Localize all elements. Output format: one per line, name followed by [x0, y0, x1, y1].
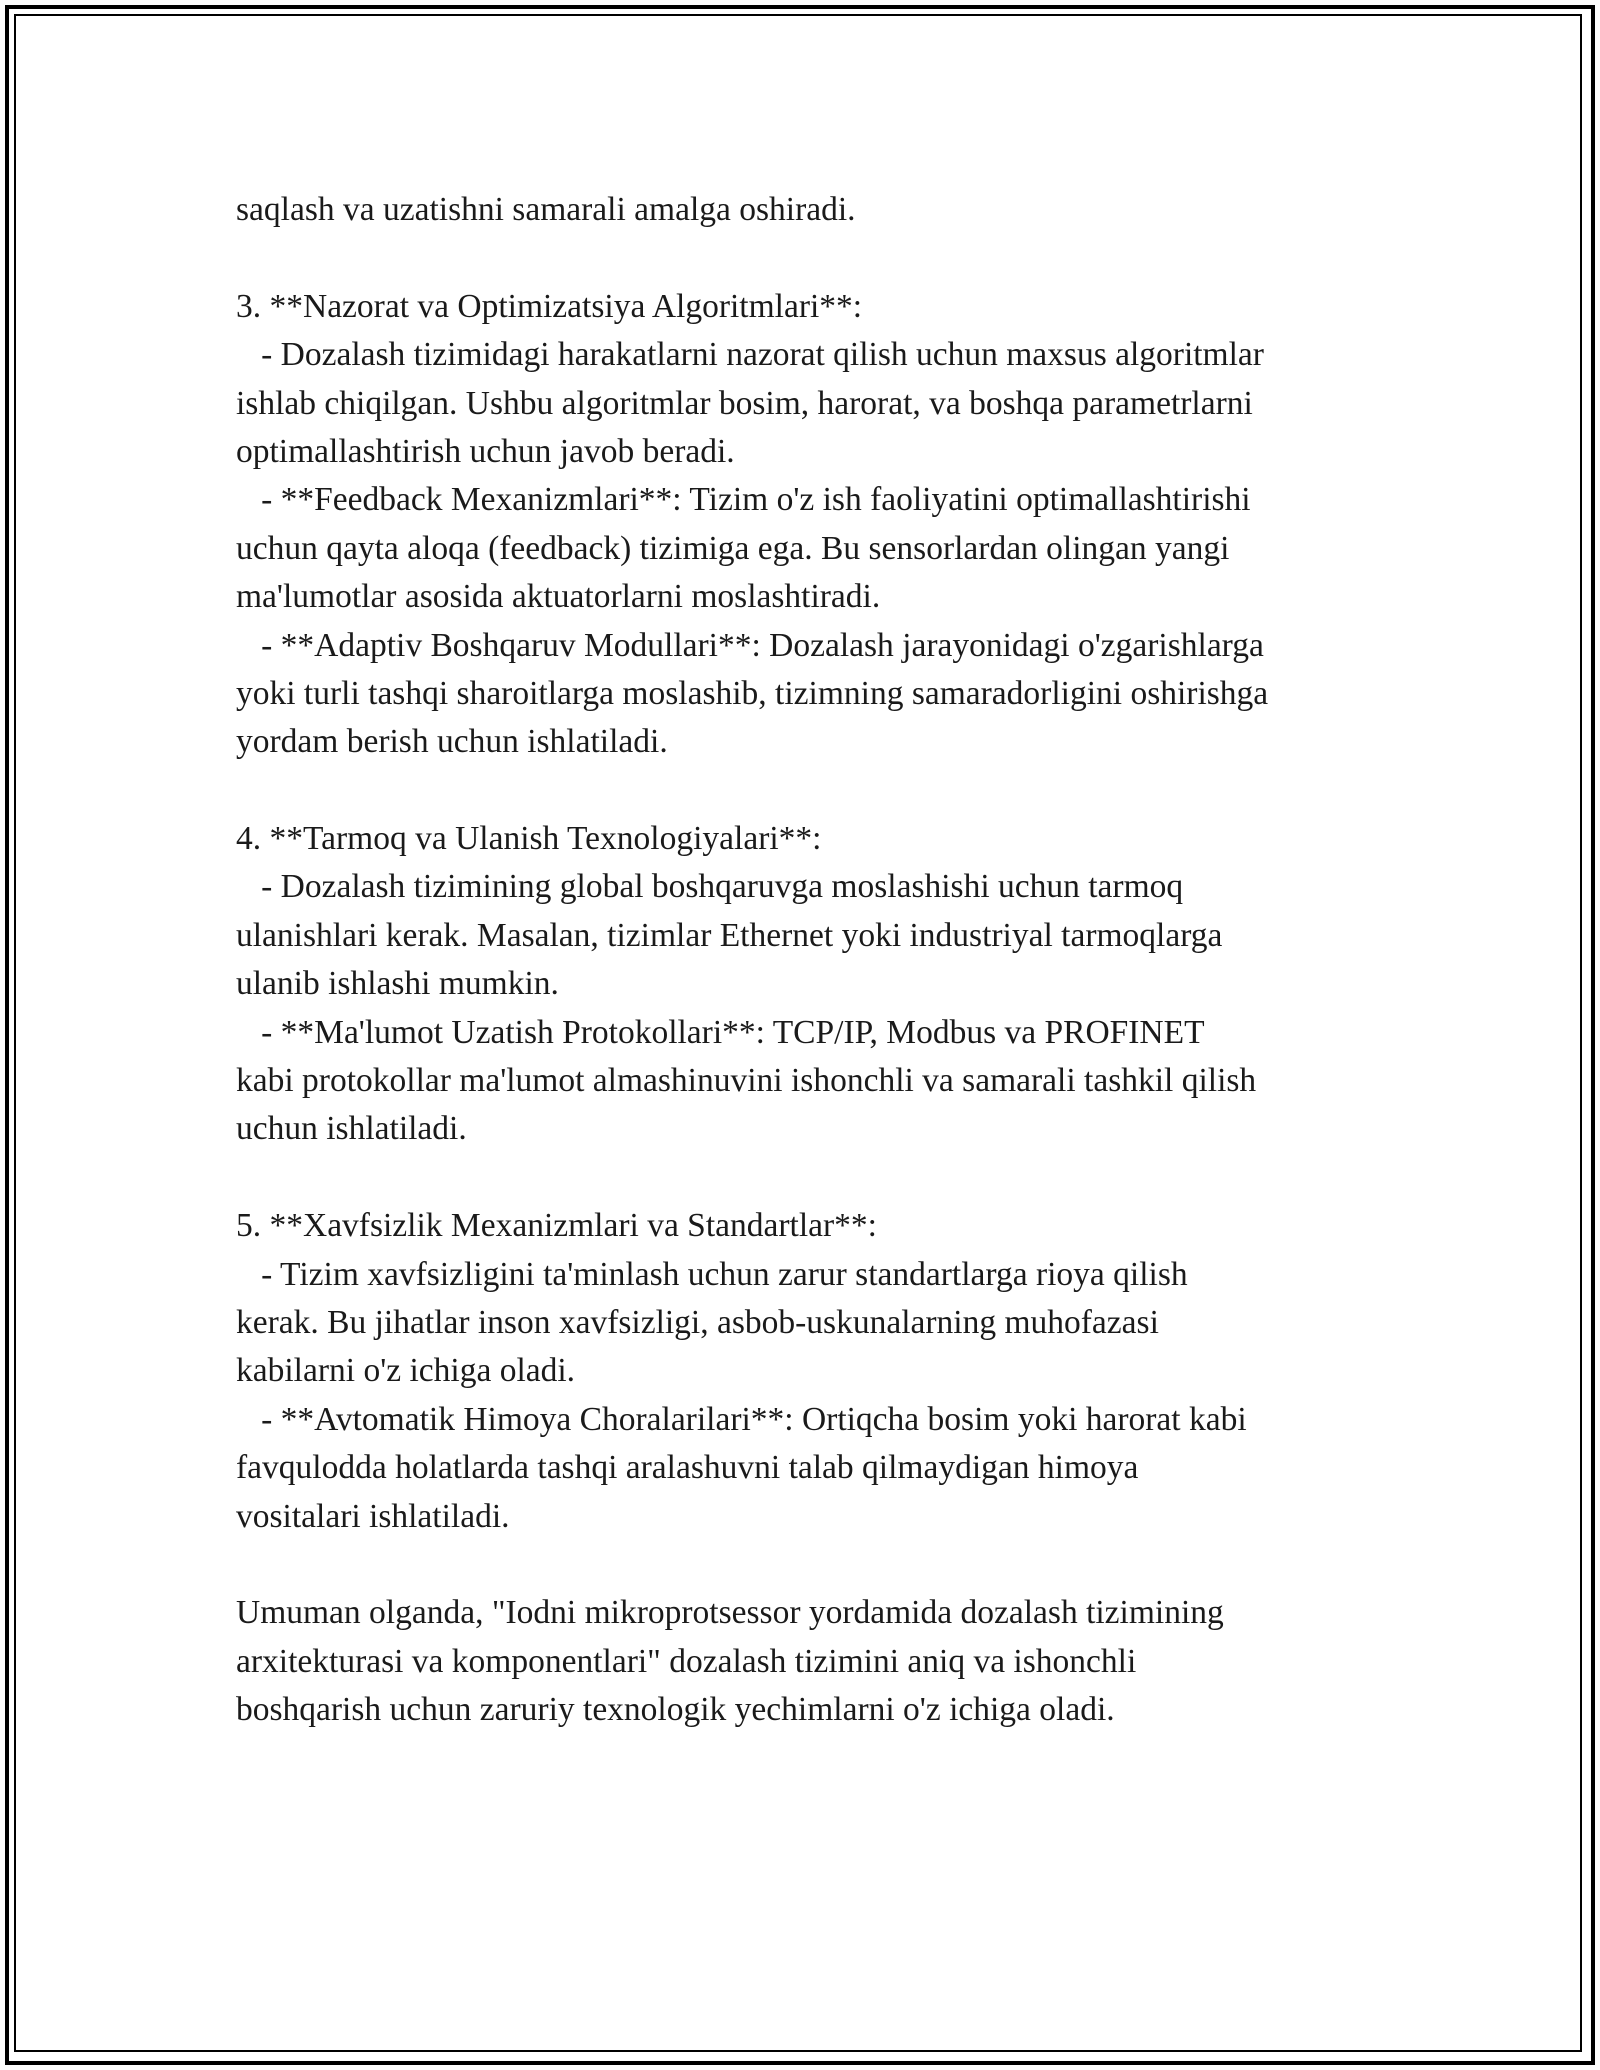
paragraph-spacer: [236, 234, 1396, 282]
section-3-line: optimallashtirish uchun javob beradi.: [236, 432, 735, 470]
document-body: [236, 186, 1396, 1735]
section-3-line: ishlab chiqilgan. Ushbu algoritmlar bosim, harorat, va boshqa parametrlarni: [236, 384, 1253, 422]
section-3-line: - Dozalash tizimidagi harakatlarni nazorat qilish uchun maxsus algoritmlar: [236, 336, 1264, 374]
paragraph-spacer: [236, 1541, 1396, 1589]
section-5-heading: 5. **Xavfsizlik Mexanizmlari va Standartlar**:: [236, 1207, 877, 1245]
section-3-line: - **Feedback Mexanizmlari**: Tizim o'z ish faoliyatini optimallashtirishi: [236, 481, 1251, 519]
section-4-line: kabi protokollar ma'lumot almashinuvini ishonchli va samarali tashkil qilish: [236, 1062, 1257, 1100]
section-4-line: ulanib ishlashi mumkin.: [236, 965, 559, 1003]
section-3-line: - **Adaptiv Boshqaruv Modullari**: Dozalash jarayonidagi o'zgarishlarga: [236, 626, 1264, 664]
section-3-line: ma'lumotlar asosida aktuatorlarni moslashtiradi.: [236, 578, 881, 616]
section-5-line: vositalari ishlatiladi.: [236, 1497, 510, 1535]
section-3-heading: 3. **Nazorat va Optimizatsiya Algoritmlari**:: [236, 287, 863, 325]
paragraph-spacer: [236, 767, 1396, 815]
paragraph-spacer: [236, 1154, 1396, 1202]
section-5-line: kerak. Bu jihatlar inson xavfsizligi, asbob-uskunalarning muhofazasi: [236, 1303, 1159, 1341]
section-5-line: kabilarni o'z ichiga oladi.: [236, 1352, 576, 1390]
conclusion-line: arxitekturasi va komponentlari" dozalash tizimini aniq va ishonchli: [236, 1642, 1137, 1680]
section-3-line: yoki turli tashqi sharoitlarga moslashib, tizimning samaradorligini oshirishga: [236, 674, 1269, 712]
section-4-line: ulanishlari kerak. Masalan, tizimlar Ethernet yoki industriyal tarmoqlarga: [236, 916, 1223, 954]
section-5-line: - Tizim xavfsizligini ta'minlash uchun zarur standartlarga rioya qilish: [236, 1255, 1188, 1293]
section-4-heading: 4. **Tarmoq va Ulanish Texnologiyalari**:: [236, 820, 822, 858]
intro-line: saqlash va uzatishni samarali amalga oshiradi.: [236, 191, 856, 228]
section-3-line: uchun qayta aloqa (feedback) tizimiga ega. Bu sensorlardan olingan yangi: [236, 529, 1230, 567]
section-5-line: favqulodda holatlarda tashqi aralashuvni talab qilmaydigan himoya: [236, 1449, 1139, 1487]
section-4-line: - **Ma'lumot Uzatish Protokollari**: TCP/IP, Modbus va PROFINET: [236, 1013, 1205, 1051]
conclusion-line: boshqarish uchun zaruriy texnologik yechimlarni o'z ichiga oladi.: [236, 1691, 1115, 1729]
section-3-line: yordam berish uchun ishlatiladi.: [236, 723, 668, 761]
section-4-line: - Dozalash tizimining global boshqaruvga moslashishi uchun tarmoq: [236, 868, 1184, 906]
section-5-line: - **Avtomatik Himoya Choralarilari**: Ortiqcha bosim yoki harorat kabi: [236, 1400, 1247, 1438]
section-4-line: uchun ishlatiladi.: [236, 1110, 467, 1148]
conclusion-line: Umuman olganda, "Iodni mikroprotsessor yordamida dozalash tizimining: [236, 1594, 1224, 1632]
